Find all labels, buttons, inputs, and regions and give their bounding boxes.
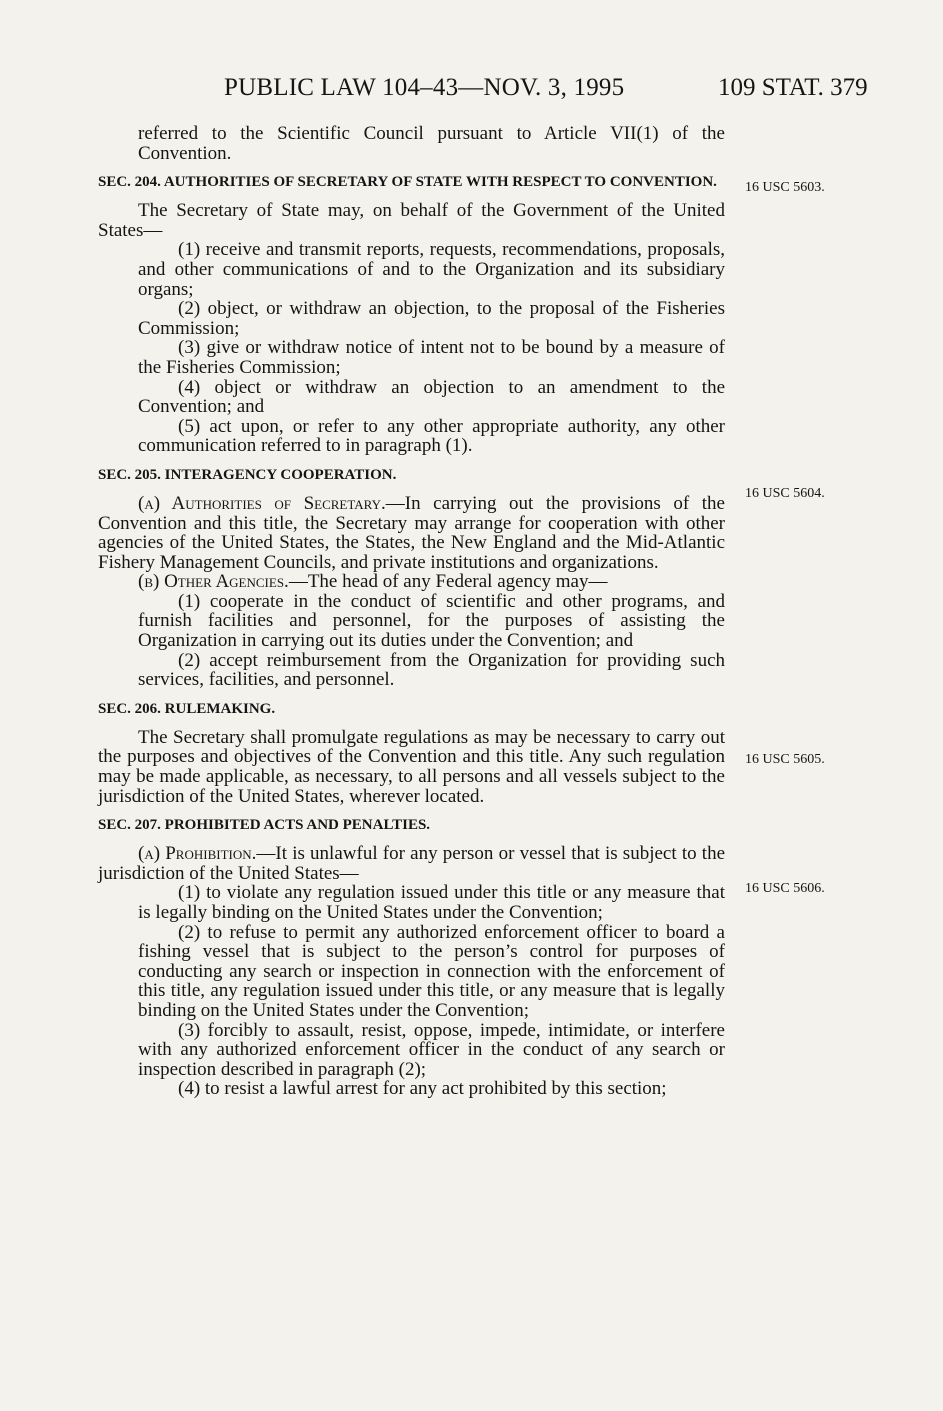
page-number: 109 STAT. 379 [718,74,868,101]
margin-note-sec-206: 16 USC 5605. [745,752,825,767]
carryover-paragraph: referred to the Scientific Council pursuant to Article VII(1) of the Convention. [138,123,725,164]
section-204-item-3: (3) give or withdraw notice of intent not to be bound by a measure of the Fisheries Commission; [138,337,725,378]
section-204-item-4: (4) object or withdraw an objection to an amendment to the Convention; and [138,376,725,418]
subsection-a-text: —In carrying out the provisions of the Convention and this title, the Secretary may arrange for cooperation with other agencies of the United States, the States, the New England and the Mid-Atlantic Fishery Management Councils, and private institutions and organizations. [98,492,725,573]
section-205-item-1: (1) cooperate in the conduct of scientific and other programs, and furnish facilities and personnel, for the purposes of assisting the Organization in carrying out its duties under the Convention; and [138,590,725,652]
section-207-item-3: (3) forcibly to assault, resist, oppose, impede, intimidate, or interfere with any authorized enforcement officer in the conduct of any search or inspection described in paragraph (2); [138,1019,725,1080]
section-204-intro: The Secretary of State may, on behalf of the Government of the United States— [98,200,725,241]
section-heading-205: SEC. 205. INTERAGENCY COOPERATION. [98,466,397,483]
section-204-item-1: (1) receive and transmit reports, requests, recommendations, proposals, and other communications of and to the Organization and its subsidiary organs; [138,239,725,300]
section-heading-204: SEC. 204. AUTHORITIES OF SECRETARY OF STATE WITH RESPECT TO CONVENTION. [98,174,717,191]
margin-note-sec-204: 16 USC 5603. [745,180,825,195]
section-207-item-1: (1) to violate any regulation issued under this title or any measure that is legally binding on the United States under the Convention; [138,882,725,923]
running-header-title: PUBLIC LAW 104–43—NOV. 3, 1995 [224,74,625,101]
margin-note-sec-205: 16 USC 5604. [745,486,825,501]
section-207-item-4: (4) to resist a lawful arrest for any act prohibited by this section; [178,1078,667,1100]
subsection-b-label: (b) Other Agencies. [138,571,289,593]
section-204-item-2: (2) object, or withdraw an objection, to the proposal of the Fisheries Commission; [138,298,725,339]
subsection-b-text: —The head of any Federal agency may— [288,571,608,593]
section-heading-206: SEC. 206. RULEMAKING. [98,700,276,717]
section-207-subsection-a [98,844,725,883]
margin-note-sec-207: 16 USC 5606. [745,881,825,896]
subsection-a-label: (a) Authorities of Secretary. [138,492,386,514]
document-body [98,124,725,1099]
section-207-item-2: (2) to refuse to permit any authorized enforcement officer to board a fishing vessel that is subject to the person’s control for purposes of conducting any search or inspection in connection with the enforcement of this title, any regulation issued under this title, or any measure that is legally binding on the United States under the Convention; [138,921,725,1021]
prohibition-text: —It is unlawful for any person or vessel that is subject to the jurisdiction of the United States— [98,843,726,884]
section-205-subsection-b [98,572,725,592]
section-heading-207: SEC. 207. PROHIBITED ACTS AND PENALTIES. [98,817,431,834]
section-205-item-2: (2) accept reimbursement from the Organization for providing such services, facilities, and personnel. [138,649,725,691]
section-205-subsection-a [98,494,725,572]
section-204-item-5: (5) act upon, or refer to any other appropriate authority, any other communication referred to in paragraph (1). [138,415,725,457]
section-206-text: The Secretary shall promulgate regulations as may be necessary to carry out the purposes and objectives of the Convention and this title. Any such regulation may be made applicable, as necessary, to all persons and all vessels subject to the jurisdiction of the United States, wherever located. [98,726,725,807]
prohibition-label: (a) Prohibition. [138,843,257,865]
